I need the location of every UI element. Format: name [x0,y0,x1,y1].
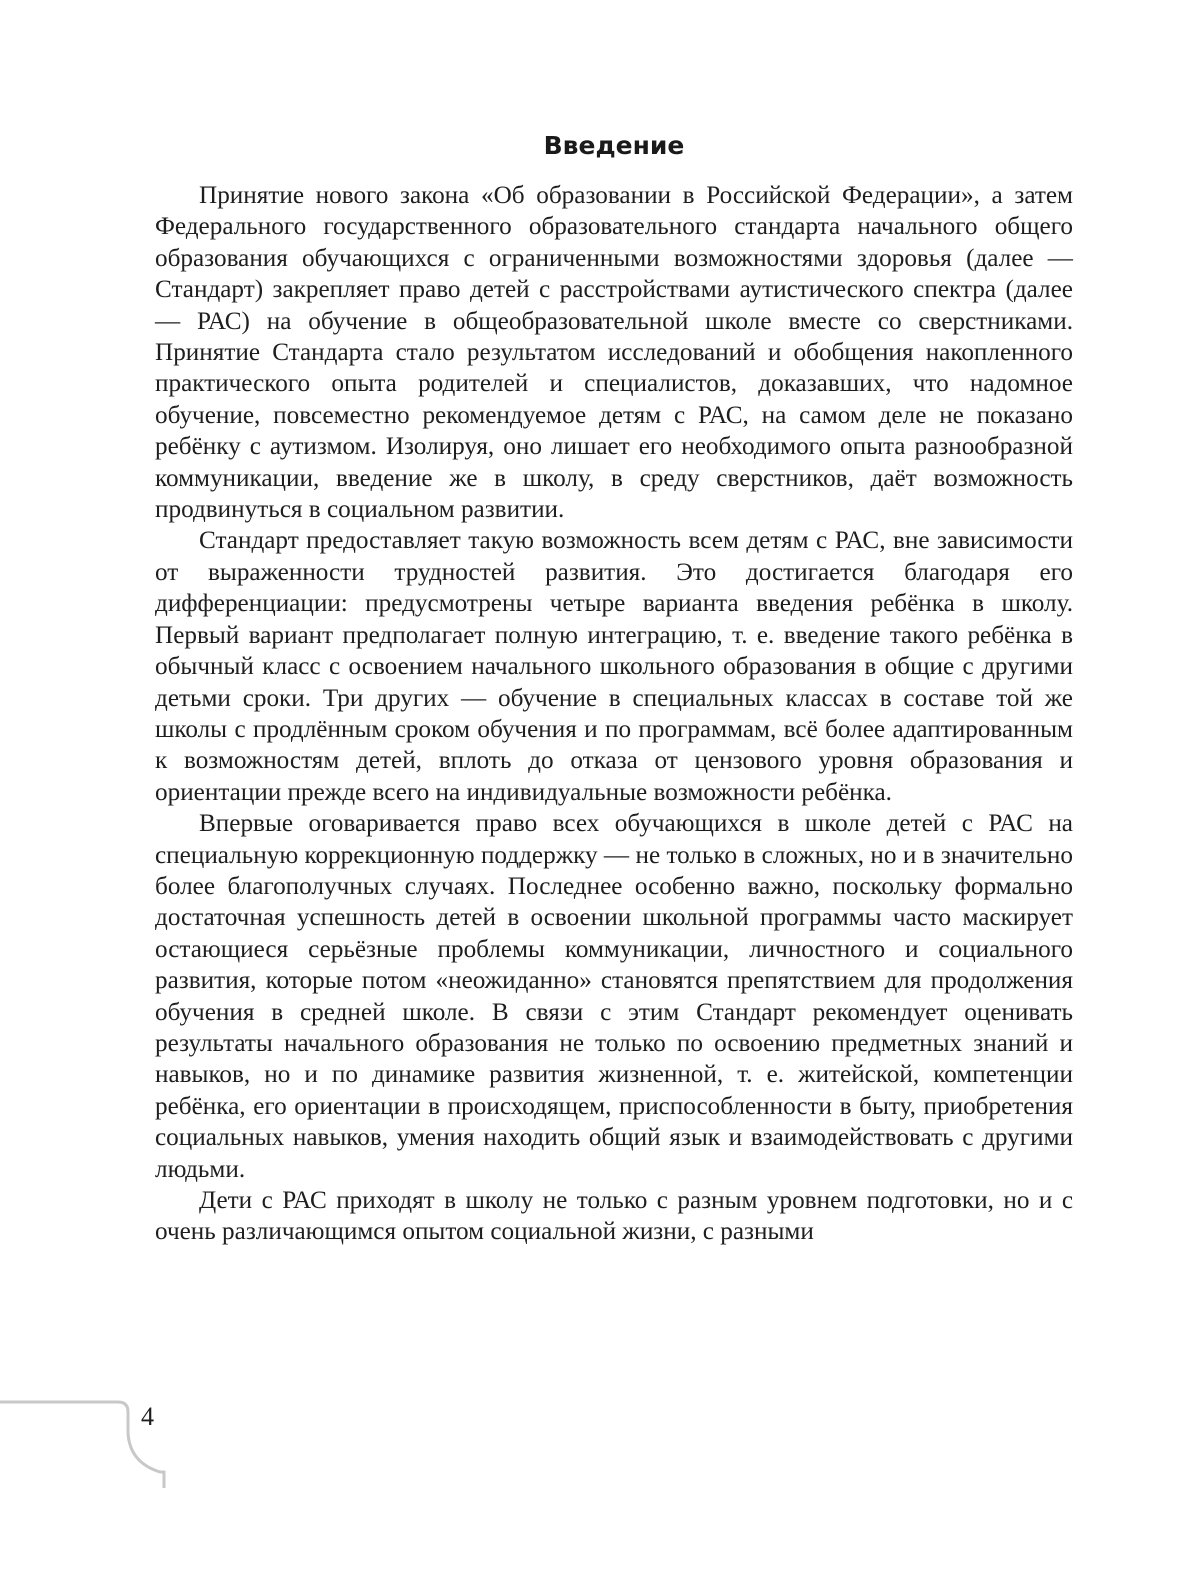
paragraph: Стандарт предоставляет такую возможность всем детям с РАС, вне зависимости от выраженности трудностей развития. Это достигается благодаря его дифференциации: предусмотрены четыре варианта введения ребёнка в школу. Первый вариант предполагает полную интеграцию, т. е. введение такого ребёнка в обычный класс с освоением начального школьного образования в общие с другими детьми сроки. Три других — обучение в специальных классах в составе той же школы с продлённым сроком обучения и по программам, всё более адаптированным к возможностям детей, вплоть до отказа от цензового уровня образования и ориентации прежде всего на индивидуальные возможности ребёнка. [155,527,1073,806]
page-number: 4 [141,1402,154,1431]
paragraph: Дети с РАС приходят в школу не только с разным уровнем подготовки, но и с очень различающимся опытом социальной жизни, с разными [155,1187,1073,1246]
body-text [155,180,1073,1248]
section-heading: Введение [543,131,685,160]
paragraph: Впервые оговаривается право всех обучающихся в школе детей с РАС на специальную коррекционную поддержку — не только в сложных, но и в значительно более благополучных случаях. Последнее особенно важно, поскольку формально достаточная успешность детей в освоении школьной программы часто маскирует остающиеся серьёзные проблемы коммуникации, личностного и социального развития, которые потом «неожиданно» становятся препятствием для продолжения обучения в средней школе. В связи с этим Стандарт рекомендует оценивать результаты начального образования не только по освоению предметных знаний и навыков, но и по динамике развития жизненной, т. е. житейской, компетенции ребёнка, его ориентации в происходящем, приспособленности в быту, приобретения социальных навыков, умения находить общий язык и взаимодействовать с другими людьми. [155,810,1073,1183]
paragraph: Принятие нового закона «Об образовании в Российской Федерации», а затем Федерального государственного образовательного стандарта начального общего образования обучающихся с ограниченными возможностями здоровья (далее — Стандарт) закрепляет право детей с расстройствами аутистического спектра (далее — РАС) на обучение в общеобразовательной школе вместе со сверстниками. Принятие Стандарта стало результатом исследований и обобщения накопленного практического опыта родителей и специалистов, доказавших, что надомное обучение, повсеместно рекомендуемое детям с РАС, на самом деле не показано ребёнку с аутизмом. Изолируя, оно лишает его необходимого опыта разнообразной коммуникации, введение же в школу, в среду сверстников, даёт возможность продвинуться в социальном развитии. [155,182,1073,524]
